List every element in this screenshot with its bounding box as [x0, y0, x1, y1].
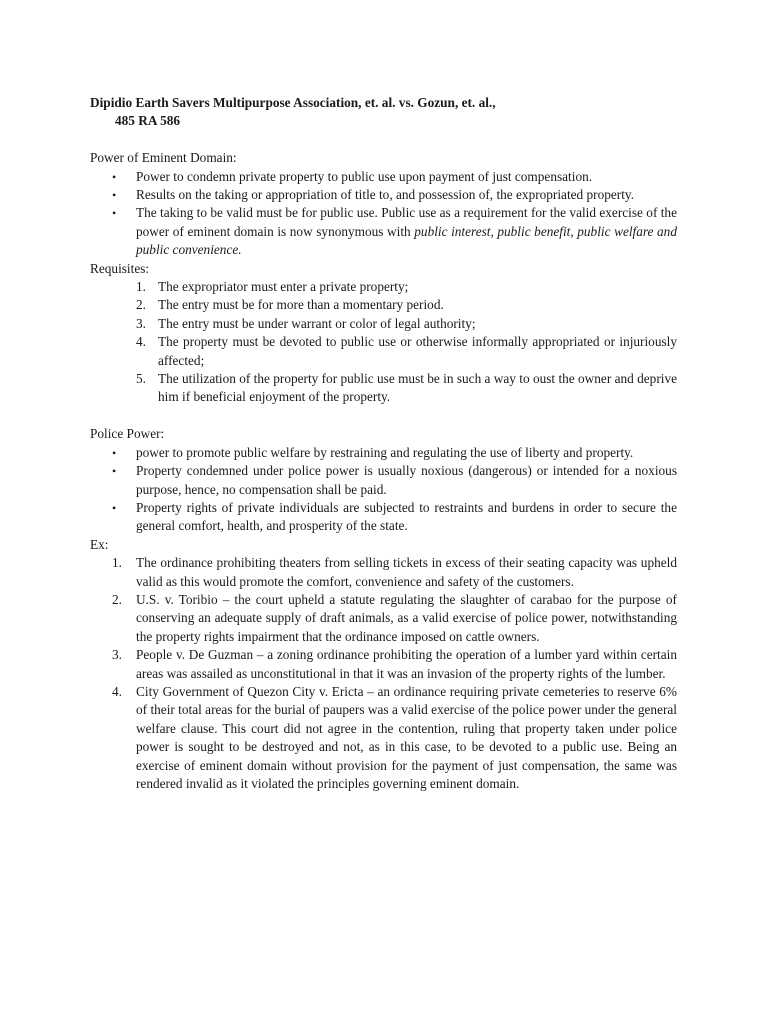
case-title — [90, 94, 677, 131]
case-title-line1: Dipidio Earth Savers Multipurpose Association, et. al. vs. Gozun, et. al., — [90, 95, 496, 110]
list-number: 1. — [112, 555, 122, 571]
list-item-italic-text: public interest, public benefit, public welfare and public convenience. — [136, 223, 677, 258]
list-item — [90, 444, 677, 462]
list-item-text: Power to condemn private property to public use upon payment of just compensation. — [136, 168, 593, 184]
list-item — [90, 591, 677, 646]
requisites-list — [90, 278, 677, 407]
list-number: 4. — [136, 334, 146, 350]
document-page — [90, 94, 677, 793]
list-number: 5. — [136, 371, 146, 387]
list-item-text: The entry must be under warrant or color of legal authority; — [158, 315, 476, 331]
list-item — [90, 683, 677, 793]
case-citation: 485 RA 586 — [115, 113, 181, 129]
bullet-marker: • — [112, 500, 117, 515]
requisites-heading: Requisites: — [90, 260, 150, 276]
eminent-domain-heading: Power of Eminent Domain: — [90, 150, 237, 166]
list-item-text: power to promote public welfare by restraining and regulating the use of liberty and property. — [136, 444, 634, 460]
bullet-marker: • — [112, 188, 117, 203]
list-number: 2. — [136, 297, 146, 313]
list-item — [90, 462, 677, 499]
list-item-text: The ordinance prohibiting theaters from selling tickets in excess of their seating capacity was upheld valid as this would promote the comfort, convenience and safety of the customers. — [136, 555, 677, 589]
bullet-marker: • — [112, 445, 117, 460]
bullet-marker: • — [112, 464, 117, 479]
list-number: 2. — [112, 591, 122, 607]
bullet-marker: • — [112, 206, 117, 221]
list-item — [90, 186, 677, 204]
list-number: 4. — [112, 683, 122, 699]
bullet-marker: • — [112, 169, 117, 184]
list-item-text: The property must be devoted to public use or otherwise informally appropriated or injuriously affected; — [158, 334, 677, 368]
list-number: 1. — [136, 279, 146, 295]
list-item-text: Results on the taking or appropriation of title to, and possession of, the expropriated property. — [136, 187, 635, 203]
list-item-text: The expropriator must enter a private property; — [158, 279, 409, 295]
list-item — [90, 315, 677, 333]
list-item-text: U.S. v. Toribio – the court upheld a statute regulating the slaughter of carabao for the purpose of conserving an adequate supply of draft animals, as a valid exercise of police power, notwithstanding the property rights impairment that the ordinance imposed on cattle owners. — [136, 591, 677, 644]
list-item — [90, 278, 677, 296]
examples-list — [90, 554, 677, 793]
list-item-text: The utilization of the property for public use must be in such a way to oust the owner and deprive him if beneficial enjoyment of the property. — [158, 371, 677, 405]
list-item — [90, 204, 677, 259]
list-item-text: The taking to be valid must be for public use. Public use as a requirement for the valid exercise of the power of eminent domain is now synonymous with — [136, 205, 677, 239]
list-item — [90, 499, 677, 536]
list-item — [90, 296, 677, 314]
police-power-bullets — [90, 444, 677, 536]
list-item — [90, 554, 677, 591]
police-power-heading: Police Power: — [90, 426, 165, 442]
list-item-text: Property rights of private individuals are subjected to restraints and burdens in order to secure the general comfort, health, and prosperity of the state. — [136, 499, 677, 534]
list-item — [90, 333, 677, 370]
list-item — [90, 168, 677, 186]
list-item — [90, 646, 677, 683]
examples-heading: Ex: — [90, 536, 109, 552]
spacer — [90, 407, 677, 425]
list-item-text: People v. De Guzman – a zoning ordinance prohibiting the operation of a lumber yard within certain areas was assailed as unconstitutional in that it was an invasion of the property rights of the lumber. — [136, 647, 677, 681]
spacer — [90, 131, 677, 149]
list-item-text: City Government of Quezon City v. Ericta – an ordinance requiring private cemeteries to reserve 6% of their total areas for the burial of paupers was a valid exercise of the police power under the general welfare clause. This court did not agree in the contention, ruling that property taken under police power is sought to be destroyed and not, as in this case, to be devoted to a public use. Being an exercise of eminent domain without provision for the payment of just compensation, the same was rendered invalid as it violated the principles governing eminent domain. — [136, 683, 677, 791]
eminent-domain-bullets — [90, 168, 677, 260]
list-number: 3. — [136, 315, 146, 331]
list-item-text: Property condemned under police power is usually noxious (dangerous) or intended for a noxious purpose, hence, no compensation shall be paid. — [136, 463, 677, 497]
list-item-text: The entry must be for more than a momentary period. — [158, 297, 444, 313]
list-item — [90, 370, 677, 407]
list-number: 3. — [112, 647, 122, 663]
